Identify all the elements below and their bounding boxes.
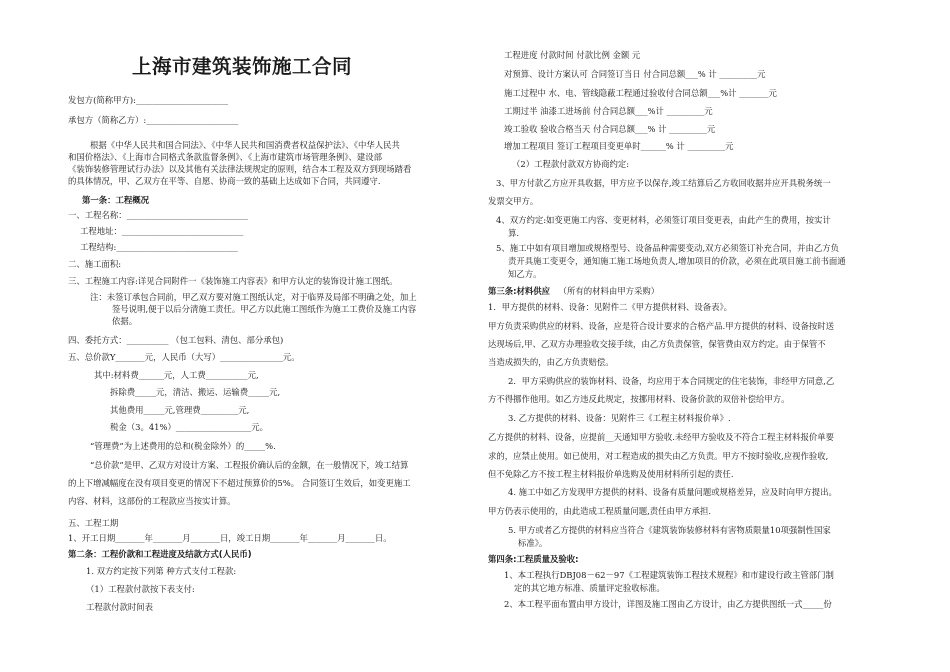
- change-clause-1: 4、双方约定:如变更施工内容、变更材料，必须签订项目变更表，由此产生的费用，按实计: [496, 215, 831, 225]
- intro-line-2: 和国价格法》、《上海市合同格式条款监督条例》、《上海市建筑市场管理条例》、建设部: [68, 152, 383, 162]
- project-structure-line: 工程结构:_____________________________: [80, 242, 238, 252]
- addition-clause-2: 责开具施工变更令，通知施工施工场地负责人,增加项目的价款，必须在此项目施工前书面通: [508, 256, 846, 266]
- total-price-desc-3: 内容、材料，这部份的工程款应当按实计算。: [68, 496, 236, 506]
- project-period-heading: 五、工程工期: [68, 518, 119, 528]
- total-price-line: 五、总价款Y_______元，人民币（大写）_______________元。: [68, 352, 300, 362]
- note-line-1: 注：未签订承包合同前，甲乙双方要对施工图纸认定，对于临界及局部不明确之处，加上: [90, 292, 417, 302]
- total-price-desc-2: 的上下增减幅度在没有项目变更的情况下不超过预算价的5%。 合同签订生效后，如变更施工: [68, 478, 411, 488]
- quality-clause-3: 2、本工程平面布置由甲方设计，详图及施工图由乙方设计，由乙方提供图纸一式_____份: [504, 599, 832, 609]
- material-labor-line: 其中:材料费______元，人工费__________元,: [94, 370, 259, 380]
- change-clause-2: 算.: [508, 228, 520, 238]
- payment-negotiated-line: （2）工程款付款双方协商约定:: [512, 159, 630, 169]
- article-3-subtitle: （所有的材料由甲方采购）: [558, 286, 660, 296]
- material-clause-8: 乙方提供的材料、设备，应提前__天通知甲方验收.未经甲方验收及不符合工程主材料报价单要: [488, 432, 835, 442]
- project-period-line: 1、开工日期_______年_______月_______日，竣工日期_______年_______月_______日。: [68, 533, 392, 543]
- schedule-row-3: 工期过半 油漆工进场前 付合同总额___%计 _________元: [504, 106, 713, 116]
- addition-clause-3: 知乙方。: [508, 269, 542, 279]
- quality-clause-1: 1、本工程执行DBJ08－62－97《工程建筑装饰工程技术规程》和市建设行政主管部门制: [504, 570, 834, 580]
- tax-line: 税金（3。41%）__________________元。: [110, 422, 268, 432]
- article-4-title: 第四条:工程质量及验收:: [488, 554, 579, 564]
- schedule-header: 工程进度 付款时间 付款比例 金额 元: [504, 50, 641, 60]
- material-clause-5: 2．甲方采购供应的装饰材料、设备，均应用于本合同规定的住宅装饰，非经甲方同意,乙: [508, 376, 835, 386]
- article-1-title: 第一条：工程概况: [82, 195, 149, 205]
- note-line-3: 依据。: [112, 316, 138, 326]
- contract-title: 上海市建筑装饰施工合同: [132, 55, 353, 78]
- schedule-row-5: 增加工程项目 签订工程项目变更单时______% 计 _________元: [504, 141, 734, 151]
- intro-line-1: 根据《中华人民共和国合同法》、《中华人民共和国消费者权益保护法》、《中华人民共: [90, 140, 400, 150]
- demolition-cleaning-line: 拆除费_____元，清洁、搬运、运输费_____元,: [110, 387, 281, 397]
- material-clause-4: 当造成损失的，由乙方负责赔偿。: [488, 357, 614, 367]
- receipt-clause-1: 3、甲方付款乙方应开具收据，甲方应予以保存,竣工结算后乙方收回收据并应开具税务统一: [496, 178, 831, 188]
- construction-area-line: 二、施工面积:: [68, 259, 122, 269]
- material-clause-11: 4. 施工中如乙方发现甲方提供的材料、设备有质量问题或规格差异，应及时向甲方提出。: [508, 487, 837, 497]
- payment-schedule-label: 工程款付款时间表: [86, 602, 153, 612]
- article-3-title: 第三条:材料供应: [488, 286, 550, 296]
- payment-table-intro: （1）工程款付款按下表支付:: [86, 584, 195, 594]
- article-2-title: 第二条：工程价款和工程进度及结款方式(人民币): [68, 549, 252, 559]
- other-management-line: 其他费用_____元,管理费_________元,: [110, 405, 250, 415]
- schedule-row-4: 竣工验收 验收合格当天 付合同总额___% 计 _________元: [504, 124, 716, 134]
- intro-line-4: 的具体情况，甲、乙双方在平等、自愿、协商一致的基础上达成如下合同，共同遵守.: [68, 176, 381, 186]
- schedule-row-2: 施工过程中 水、电、管线隐蔽工程通过验收付合同总额___%计 _______元: [504, 88, 777, 98]
- intro-line-3: 《装饰装修管理试行办法》以及其他有关法律法规规定的原则，结合本工程及双方到现场踏看: [68, 164, 412, 174]
- party-a-line: 发包方(简称甲方):______________________: [68, 95, 229, 105]
- material-clause-14: 标准》。: [518, 538, 548, 548]
- commission-method-line: 四、委托方式：__________ （包工包料、清包、部分承包): [68, 335, 284, 345]
- material-clause-13: 5. 甲方或者乙方提供的材料应当符合《建筑装饰装修材料有害物质限量10项强制性国家: [508, 525, 831, 535]
- material-clause-10: 但不免除乙方不按工程主材料报价单选购及使用材料所引起的责任.: [488, 469, 734, 479]
- management-fee-line: “管理费”为上述费用的总和(税金除外）的_____%.: [90, 441, 276, 451]
- party-b-line: 承包方（简称乙方）:______________________: [68, 115, 239, 125]
- schedule-row-1: 对预算、设计方案认可 合同签订当日 付合同总额___% 计 _________元: [504, 69, 766, 79]
- project-address-line: 工程地址：_____________________________: [80, 226, 244, 236]
- material-clause-7: 3. 乙方提供的材料、设备：见附件三《工程主材料报价单》.: [508, 413, 731, 423]
- total-price-desc-1: “总价款”是甲、乙双方对设计方案、工程报价确认后的金额，在一般情况下，竣工结算: [90, 460, 409, 470]
- material-clause-2: 甲方负责采购供应的材料、设备，应是符合设计要求的合格产品.甲方提供的材料、设备按时送: [488, 321, 835, 331]
- material-clause-12: 甲方仍表示使用的，由此造成工程质量问题,责任由甲方承担.: [488, 506, 712, 516]
- material-clause-9: 求的，应禁止使用。如已使用，对工程造成的损失由乙方负责。甲方不按时验收,应视作验收,: [488, 451, 829, 461]
- receipt-clause-2: 发票交甲方。: [488, 196, 539, 206]
- quality-clause-2: 定的其它地方标准、质量评定验收标准。: [514, 583, 665, 593]
- payment-method-line: 1. 双方约定按下列第 种方式支付工程款:: [86, 566, 237, 576]
- construction-content-line: 三、工程施工内容:详见合同附件一《装饰施工内容表》和甲方认定的装饰设计施工图纸。: [68, 276, 398, 286]
- project-name-line: 一、工程名称：_____________________________: [68, 210, 249, 220]
- material-clause-1: 1．甲方提供的材料、设备：见附件二《甲方提供材料、设备表》。: [488, 302, 733, 312]
- article-3-heading: [488, 286, 659, 297]
- material-clause-3: 达现场后,甲、乙双方办理验收交接手续，由乙方负责保管，保管费由双方约定。由于保管不: [488, 339, 826, 349]
- note-line-2: 签号说明,便于以后分清施工责任。甲乙方以此施工图纸作为施工工费价及施工内容: [112, 304, 417, 314]
- material-clause-6: 方不得挪作他用。如乙方违反此规定，按挪用材料、设备价款的双倍补偿给甲方。: [488, 394, 790, 404]
- addition-clause-1: 5、施工中如有项目增加或规格型号、设备品种需要变动,双方必须签订补充合同，并由乙方负: [496, 243, 839, 253]
